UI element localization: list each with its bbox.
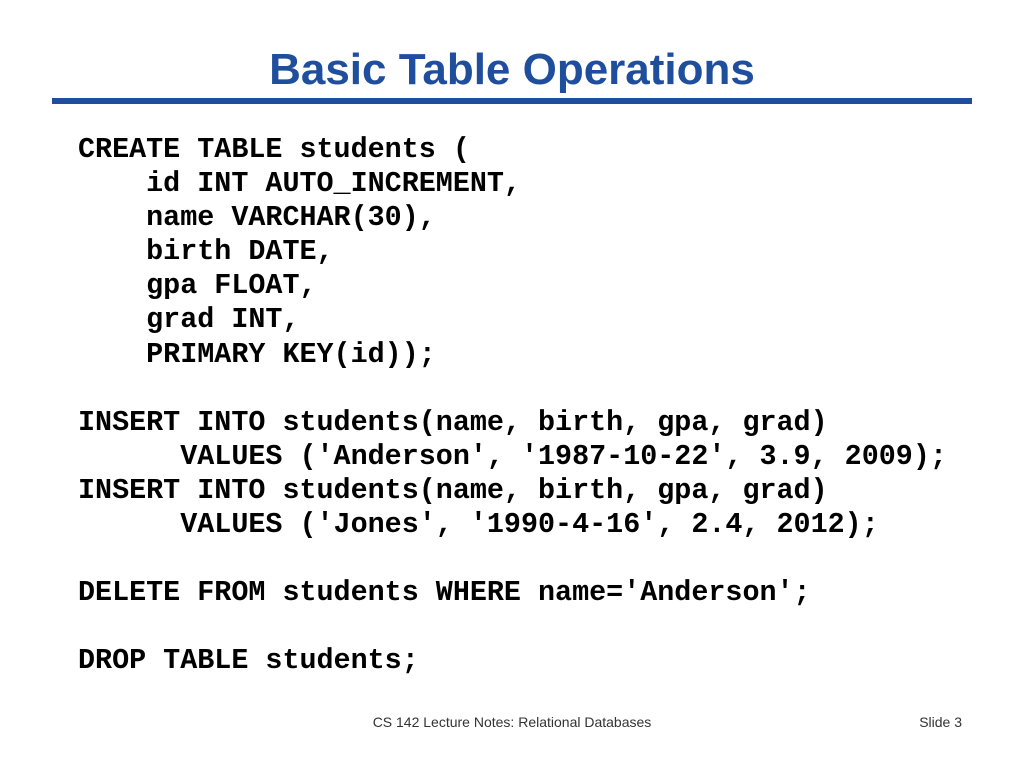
code-line: grad INT, xyxy=(78,303,300,337)
code-line: VALUES ('Anderson', '1987-10-22', 3.9, 2009); xyxy=(78,439,947,473)
code-line: DROP TABLE students; xyxy=(78,644,419,678)
code-line: name VARCHAR(30), xyxy=(78,201,436,235)
code-line: INSERT INTO students(name, birth, gpa, grad) xyxy=(78,405,828,439)
footer-course-title: CS 142 Lecture Notes: Relational Databases xyxy=(372,714,652,730)
code-line: birth DATE, xyxy=(78,235,334,269)
code-line: id INT AUTO_INCREMENT, xyxy=(78,167,521,201)
code-line: VALUES ('Jones', '1990-4-16', 2.4, 2012); xyxy=(78,508,879,542)
code-line xyxy=(78,542,947,576)
slide-title: Basic Table Operations xyxy=(269,45,755,94)
code-line: DELETE FROM students WHERE name='Anderson'; xyxy=(78,576,811,610)
code-line: INSERT INTO students(name, birth, gpa, grad) xyxy=(78,473,828,507)
sql-code-block xyxy=(78,133,947,679)
footer-slide-number: Slide 3 xyxy=(919,714,962,730)
code-line xyxy=(78,372,947,406)
code-line: CREATE TABLE students ( xyxy=(78,133,470,166)
code-line xyxy=(78,610,947,644)
code-line: PRIMARY KEY(id)); xyxy=(78,337,436,371)
title-divider xyxy=(52,98,972,104)
code-line: gpa FLOAT, xyxy=(78,269,317,303)
